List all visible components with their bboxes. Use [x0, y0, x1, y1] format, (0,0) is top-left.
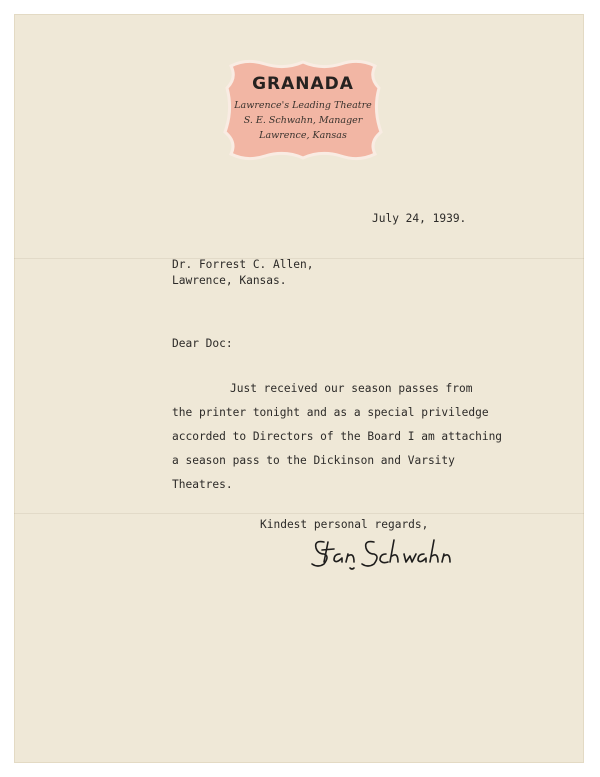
- salutation: Dear Doc:: [172, 337, 233, 350]
- fold-line: [14, 513, 584, 514]
- letter-date: July 24, 1939.: [372, 212, 467, 225]
- body-line: Theatres.: [172, 478, 233, 491]
- recipient-name: Dr. Forrest C. Allen,: [172, 258, 314, 271]
- body-line: the printer tonight and as a special priviledge: [172, 406, 489, 419]
- closing: Kindest personal regards,: [260, 518, 429, 531]
- theatre-manager: S. E. Schwahn, Manager: [243, 115, 363, 126]
- theatre-location: Lawrence, Kansas: [259, 130, 347, 141]
- body-line: accorded to Directors of the Board I am attaching: [172, 430, 503, 443]
- theatre-name: GRANADA: [252, 74, 354, 94]
- body-line: a season pass to the Dickinson and Varsity: [172, 454, 455, 467]
- recipient-address: Lawrence, Kansas.: [172, 274, 287, 287]
- handwritten-signature: [310, 532, 460, 572]
- letterhead-badge: [217, 56, 389, 164]
- theatre-tagline: Lawrence's Leading Theatre: [234, 100, 372, 111]
- body-line: Just received our season passes from: [230, 382, 473, 395]
